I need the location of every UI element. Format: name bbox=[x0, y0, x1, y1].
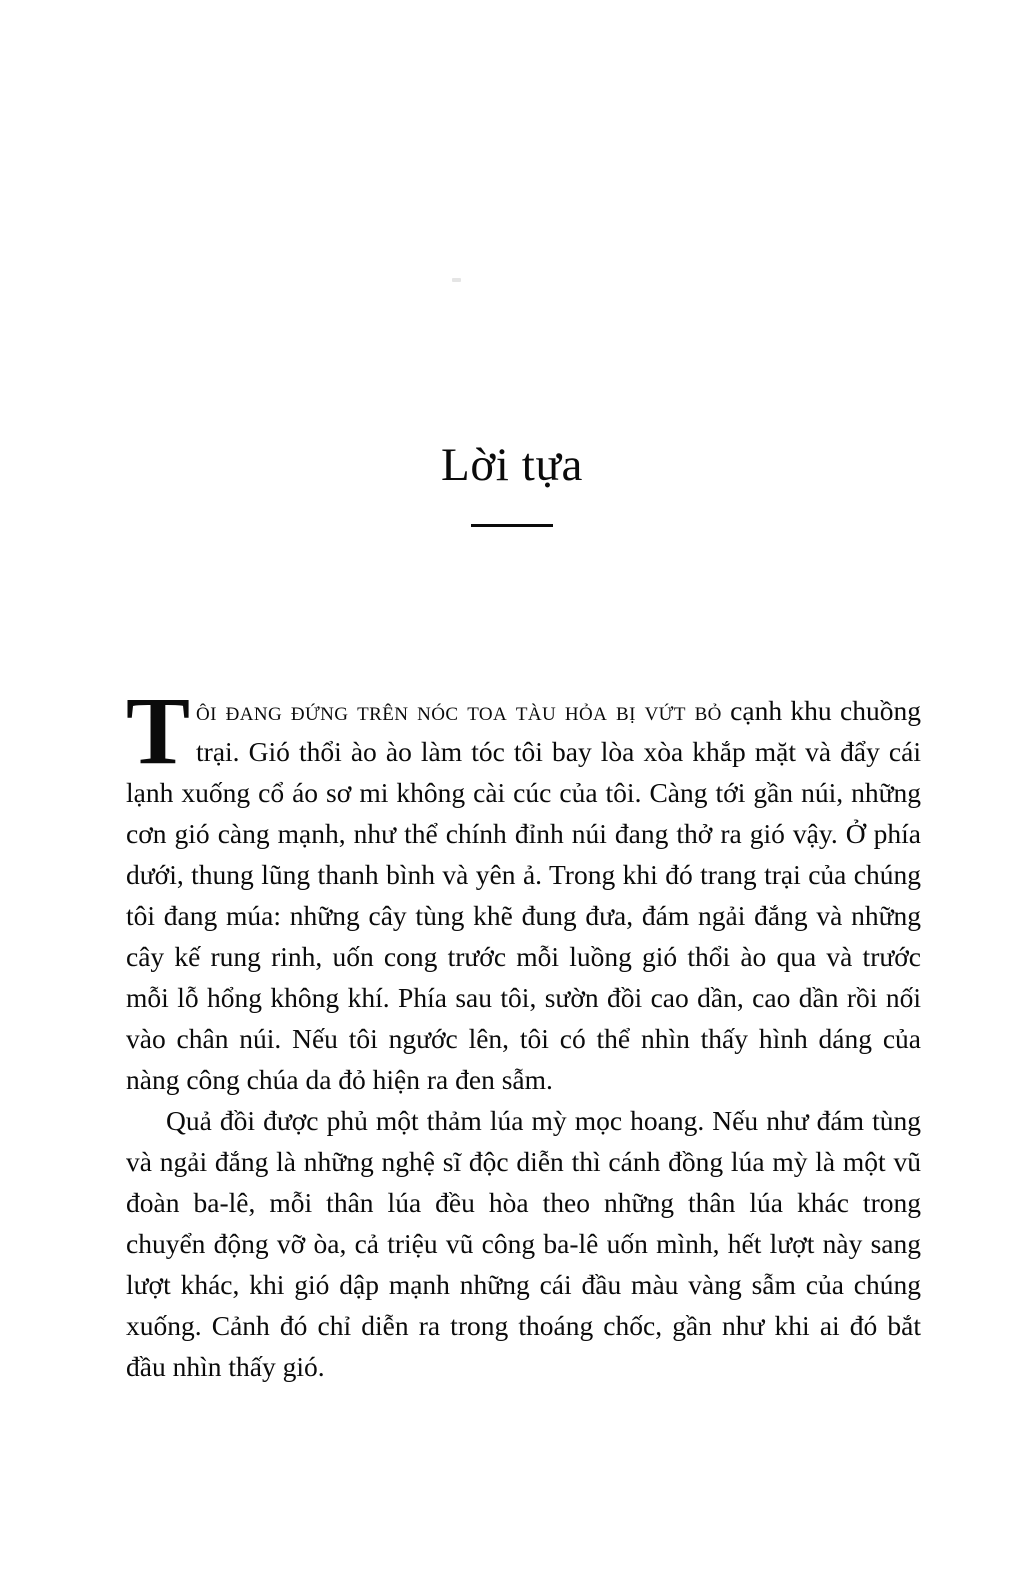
drop-cap-letter: T bbox=[126, 677, 191, 784]
paragraph-first-text: cạnh khu chuồng trại. Gió thổi ào ào làm tóc tôi bay lòa xòa khắp mặt và đẩy cái lạnh xuống cổ áo sơ mi không cài cúc của tôi. Càng tới gần núi, những cơn gió càng mạnh, như thể chính đỉnh núi đang thở ra gió vậy. Ở phía dưới, thung lũng thanh bình và yên ả. Trong khi đó trang trại của chúng tôi đang múa: những cây tùng khẽ đung đưa, đám ngải đắng và những cây kế rung rinh, uốn cong trước mỗi luồng gió thổi ào qua và trước mỗi lỗ hổng không khí. Phía sau tôi, sườn đồi cao dần, cao dần rồi nối vào chân núi. Nếu tôi ngước lên, tôi có thể nhìn thấy hình dáng của nàng công chúa da đỏ hiện ra đen sẫm. bbox=[126, 695, 921, 1095]
scan-artifact-speck bbox=[452, 278, 461, 282]
title-divider-rule bbox=[471, 524, 553, 527]
opening-small-caps: ôi đang đứng trên nóc toa tàu hỏa bị vứt bỏ bbox=[196, 695, 722, 726]
page-title: Lời tựa bbox=[441, 439, 583, 491]
body-text bbox=[126, 677, 921, 1387]
paragraph-second: Quả đồi được phủ một thảm lúa mỳ mọc hoang. Nếu như đám tùng và ngải đắng là những nghệ sĩ độc diễn thì cánh đồng lúa mỳ là một vũ đoàn ba-lê, mỗi thân lúa đều hòa theo những thân lúa khác trong chuyển động vỡ òa, cả triệu vũ công ba-lê uốn mình, hết lượt này sang lượt khác, khi gió dập mạnh những cái đầu màu vàng sẫm của chúng xuống. Cảnh đó chỉ diễn ra trong thoáng chốc, gần như khi ai đó bắt đầu nhìn thấy gió. bbox=[126, 1105, 921, 1382]
paragraph-first bbox=[126, 677, 921, 1100]
chapter-header bbox=[0, 440, 1024, 527]
